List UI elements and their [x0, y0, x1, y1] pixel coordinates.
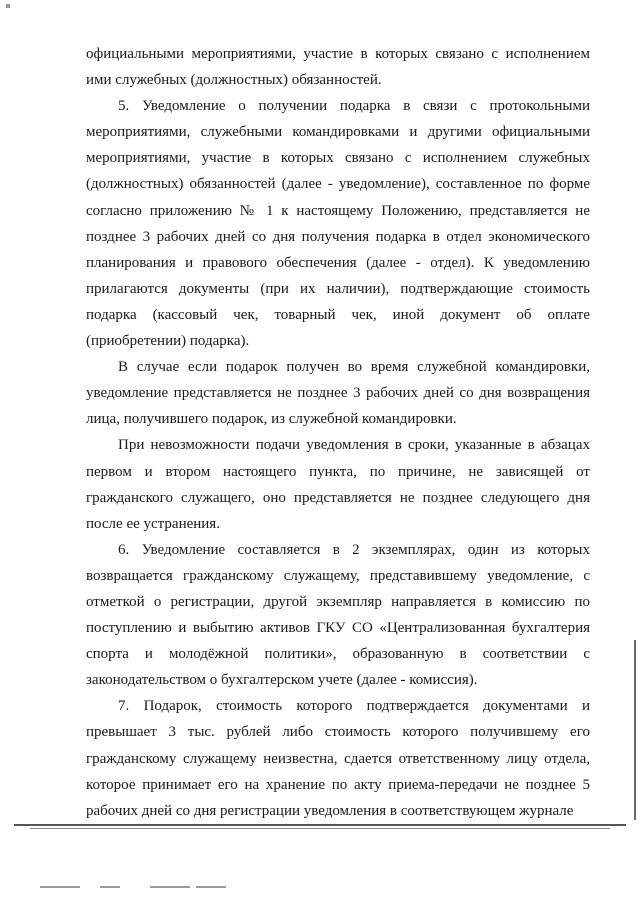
footer-dash	[100, 886, 120, 888]
footer-dash	[196, 886, 226, 888]
scan-artifact	[6, 4, 10, 8]
scan-edge-line	[634, 640, 636, 820]
footer-dash	[40, 886, 80, 888]
paragraph-item-5: 5. Уведомление о получении подарка в связи с протокольными мероприятиями, служебными командировками и другими официальными мероприятиями, участие в которых связано с исполнением служебных (должностных) обязанностей (далее - уведомление), составленное по форме согласно приложению № 1 к настоящему Положению, представляется не позднее 3 рабочих дней со дня получения подарка в отдел экономического планирования и правового обеспечения (далее - отдел). К уведомлению прилагаются документы (при их наличии), подтверждающие стоимость подарка (кассовый чек, товарный чек, иной документ об оплате (приобретении) подарка).	[86, 98, 590, 350]
paragraph-item-7: 7. Подарок, стоимость которого подтверждается документами и превышает 3 тыс. рублей либо стоимость которого получившему его гражданскому служащему неизвестна, сдается ответственному лицу отдела, которое принимает его на хранение по акту приема-передачи не позднее 5 рабочих дней со дня регистрации уведомления в соответствующем журнале	[86, 698, 590, 819]
page-bottom-rule-thin	[30, 828, 610, 829]
footer-dash	[150, 886, 190, 888]
paragraph-item-6: 6. Уведомление составляется в 2 экземплярах, один из которых возвращается гражданскому служащему, представившему уведомление, с отметкой о регистрации, другой экземпляр направляется в комиссию по поступлению и выбытию активов ГКУ СО «Централизованная бухгалтерия спорта и молодёжной политики», образованную в соответствии с законодательством о бухгалтерском учете (далее - комиссия).	[86, 541, 590, 689]
paragraph-impossibility: При невозможности подачи уведомления в сроки, указанные в абзацах первом и втором настоящего пункта, по причине, не зависящей от гражданского служащего, оно представляется не позднее следующего дня после ее устранения.	[86, 437, 590, 532]
document-body	[86, 41, 590, 824]
paragraph-business-trip: В случае если подарок получен во время служебной командировки, уведомление представляется не позднее 3 рабочих дней со дня возвращения лица, получившего подарок, из служебной командировки.	[86, 359, 590, 428]
paragraph-continuation: официальными мероприятиями, участие в которых связано с исполнением ими служебных (должностных) обязанностей.	[86, 46, 590, 89]
page-bottom-rule	[14, 824, 626, 826]
